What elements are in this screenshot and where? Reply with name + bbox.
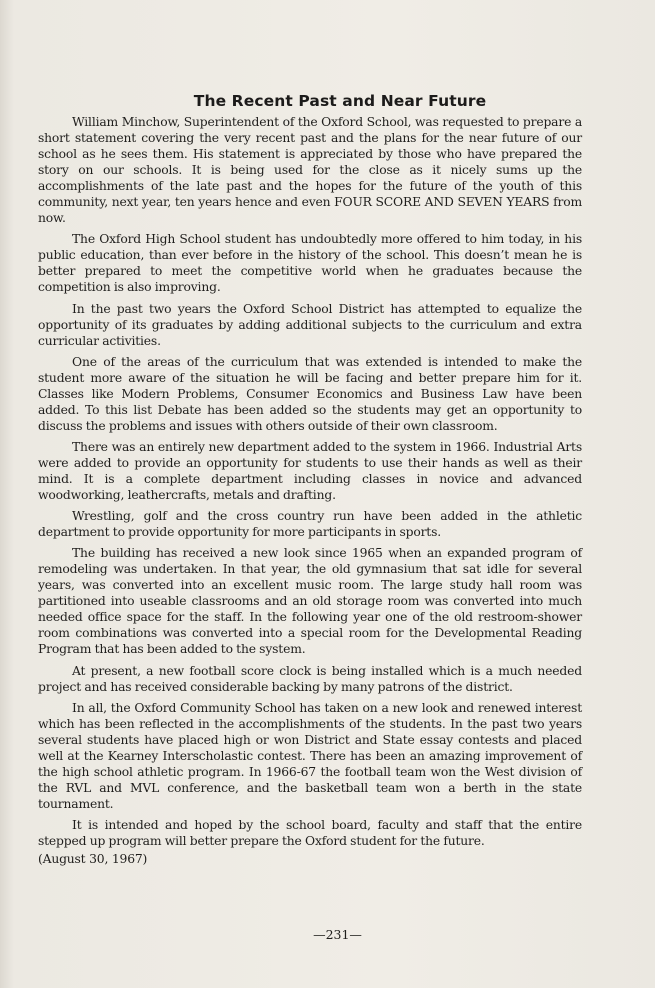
paragraph-accomplishments: In all, the Oxford Community School has taken on a new look and renewed interest which has been reflected in the accomplishments of the students. In the past two years several students have placed high or won District and State essay contests and placed well at the Kearney Interscholastic contest. There has been an amazing improvement of the high school athletic program. In 1966-67 the football team won the West division of the RVL and MVL conference, and the basketball team won a berth in the state tournament. (38, 700, 582, 811)
paragraph-intro: William Minchow, Superintendent of the Oxford School, was requested to prepare a short statement covering the very recent past and the plans for the near future of our school as he sees them. His statement is appreciated by those who have prepared the story on our schools. It is being used for the close as it nicely sums up the accomplishments of the late past and the hopes for the future of the youth of this community, next year, ten years hence and even FOUR SCORE AND SEVEN YEARS from now. (38, 115, 582, 226)
paragraph-athletics: Wrestling, golf and the cross country run have been added in the athletic department to provide opportunity for more participants in sports. (38, 509, 582, 540)
page-number: —231— (313, 927, 362, 942)
paragraph-score-clock: At present, a new football score clock is being installed which is a much needed project and has received considerable backing by many patrons of the district. (38, 663, 582, 694)
statement-date: (August 30, 1967) (38, 852, 148, 867)
paragraph-closing: It is intended and hoped by the school board, faculty and staff that the entire stepped up program will better prepare the Oxford student for the future. (38, 817, 582, 848)
paragraph-building: The building has received a new look since 1965 when an expanded program of remodeling was undertaken. In that year, the old gymnasium that sat idle for several years, was converted into an excellent music room. The large study hall room was partitioned into useable classrooms and an old storage room was converted into much needed office space for the staff. In the following year one of the old restroom-shower room combinations was converted into a special room for the Developmental Reading Program that has been added to the system. (38, 546, 582, 657)
paragraph-industrial-arts: There was an entirely new department added to the system in 1966. Industrial Arts were added to provide an opportunity for students to use their hands as well as their mind. It is a complete department including classes in novice and advanced woodworking, leathercrafts, metals and drafting. (38, 439, 582, 503)
article-title: The Recent Past and Near Future (193, 92, 487, 110)
paragraph-equalize-opportunity: In the past two years the Oxford School District has attempted to equalize the opportunity of its graduates by adding additional subjects to the curriculum and extra curricular activities. (38, 301, 582, 348)
paragraph-curriculum: One of the areas of the curriculum that was extended is intended to make the student more aware of the situation he will be facing and better prepare him for it. Classes like Modern Problems, Consumer Economics and Business Law have been added. To this list Debate has been added so the students may get an opportunity to discuss the problems and issues with others outside of their own classroom. (38, 354, 582, 433)
article-body (38, 92, 582, 867)
paragraph-student-offerings: The Oxford High School student has undoubtedly more offered to him today, in his public education, than ever before in the history of the school. This doesn’t mean he is better prepared to meet the competitive world when he graduates because the competition is also improving. (38, 232, 582, 295)
